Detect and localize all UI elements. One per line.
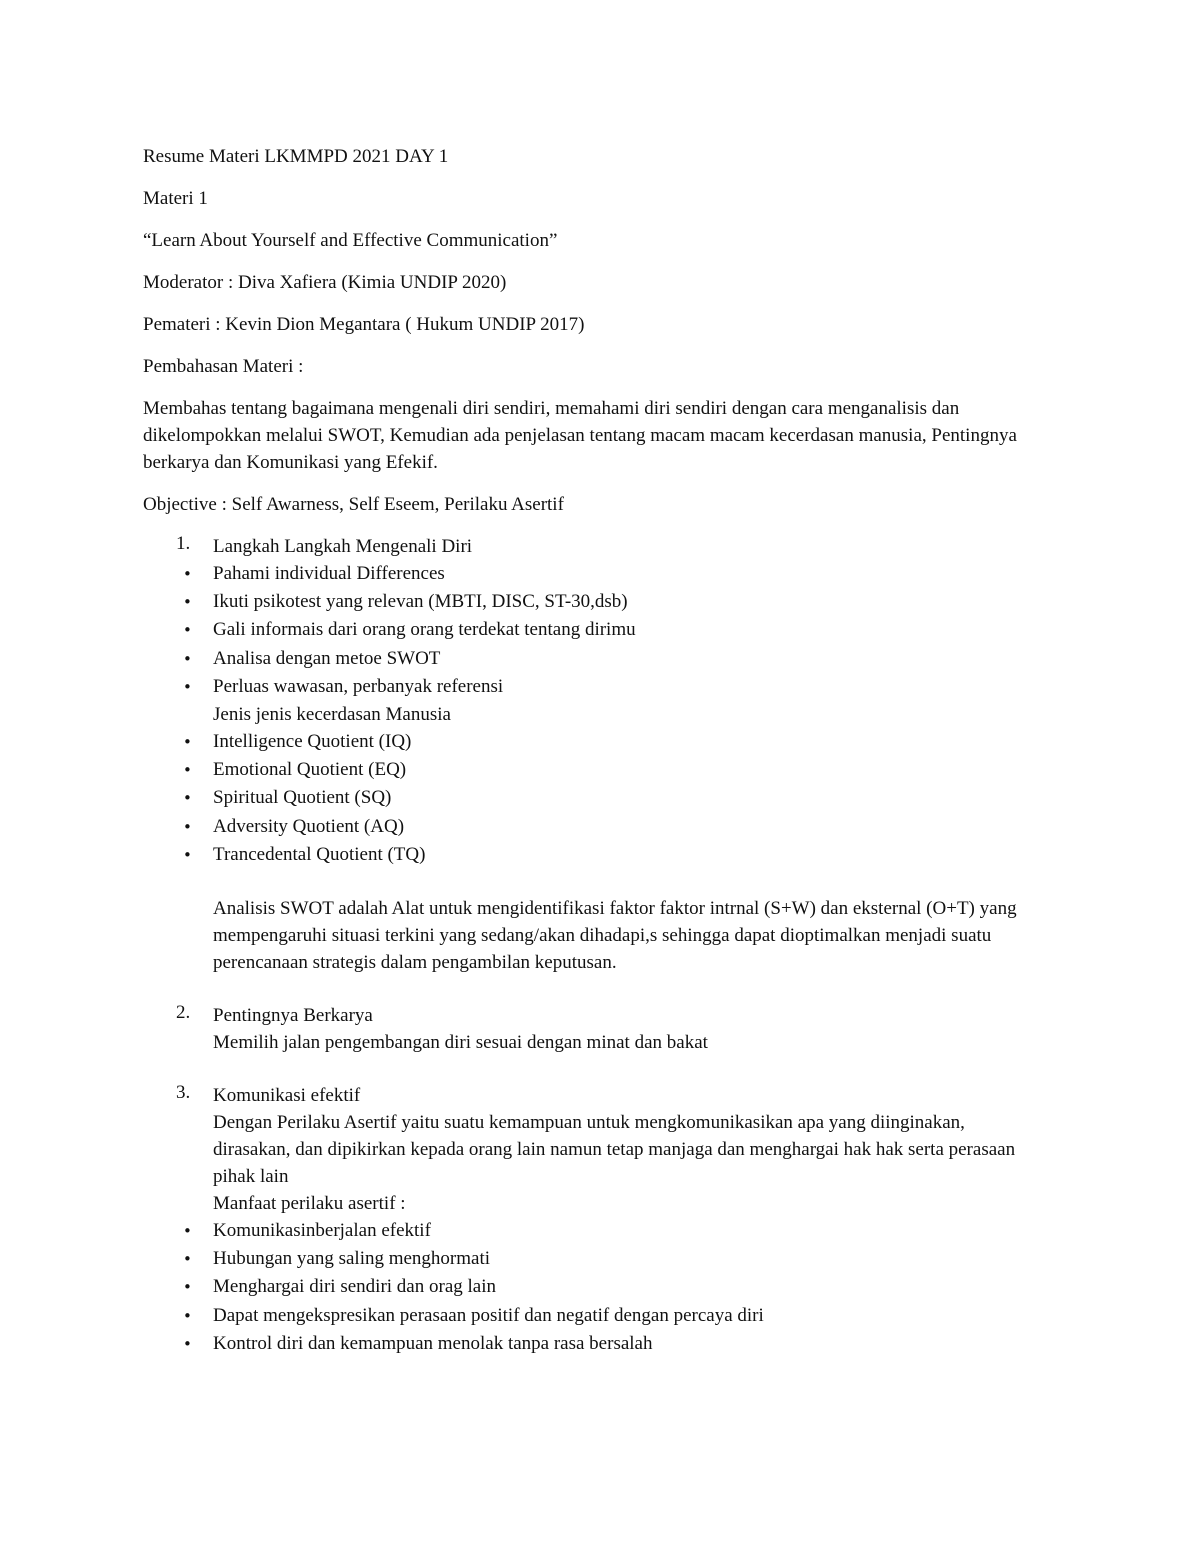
list-item: • Intelligence Quotient (IQ) <box>213 728 1043 756</box>
section-number: 1. <box>176 533 191 554</box>
section-number: 3. <box>176 1082 191 1104</box>
list-item: • Komunikasinberjalan efektif <box>213 1217 1043 1245</box>
objective-line: Objective : Self Awarness, Self Eseem, Perilaku Asertif <box>143 494 564 515</box>
section-heading: Pentingnya Berkarya <box>213 1005 373 1027</box>
pemateri-line: Pemateri : Kevin Dion Megantara ( Hukum UNDIP 2017) <box>143 314 585 335</box>
list-item: • Kontrol diri dan kemampuan menolak tanpa rasa bersalah <box>213 1330 1043 1358</box>
list-item: • Pahami individual Differences <box>213 560 1043 588</box>
bullet-icon: • <box>183 761 192 780</box>
pembahasan-text: Membahas tentang bagaimana mengenali diri sendiri, memahami diri sendiri dengan cara menganalisis dan dikelompokkan melalui SWOT, Kemudian ada penjelasan tentang macam macam kecerdasan manusia, Pentingnya berkarya dan Komunikasi yang Efekif. <box>143 398 1017 473</box>
swot-text: Analisis SWOT adalah Alat untuk mengidentifikasi faktor faktor intrnal (S+W) dan eksternal (O+T) yang mempengaruhi situasi terkini yang sedang/akan dihadapi,s sehingga dapat dioptimalkan menjadi suatu perencanaan strategis dalam pengambilan keputusan. <box>213 898 1017 974</box>
document-page <box>143 143 1043 1358</box>
list-item: • Adversity Quotient (AQ) <box>213 813 1043 841</box>
list-item: • Perluas wawasan, perbanyak referensi <box>213 673 1043 701</box>
bullet-list <box>143 728 1043 869</box>
moderator-line: Moderator : Diva Xafiera (Kimia UNDIP 2020) <box>143 272 507 293</box>
subsection-heading: Jenis jenis kecerdasan Manusia <box>213 704 451 726</box>
list-item: • Trancedental Quotient (TQ) <box>213 841 1043 869</box>
pembahasan-label: Pembahasan Materi : <box>143 356 304 377</box>
section-heading: Komunikasi efektif <box>213 1085 361 1107</box>
list-item: • Analisa dengan metoe SWOT <box>213 645 1043 673</box>
bullet-icon: • <box>183 845 192 864</box>
section-2 <box>176 1002 1043 1056</box>
subsection-heading: Manfaat perilaku asertif : <box>213 1193 406 1215</box>
topic-title: “Learn About Yourself and Effective Communication” <box>143 230 558 251</box>
list-item: • Hubungan yang saling menghormati <box>213 1245 1043 1273</box>
bullet-icon: • <box>183 1334 192 1353</box>
bullet-icon: • <box>183 1278 192 1297</box>
bullet-list <box>143 560 1043 701</box>
list-item: • Ikuti psikotest yang relevan (MBTI, DISC, ST-30,dsb) <box>213 588 1043 616</box>
bullet-icon: • <box>183 621 192 640</box>
section-text: Memilih jalan pengembangan diri sesuai dengan minat dan bakat <box>213 1032 708 1054</box>
list-item: • Spiritual Quotient (SQ) <box>213 784 1043 812</box>
bullet-icon: • <box>183 649 192 668</box>
list-item: • Dapat mengekspresikan perasaan positif dan negatif dengan percaya diri <box>213 1302 1043 1330</box>
list-item: • Gali informais dari orang orang terdekat tentang dirimu <box>213 616 1043 644</box>
bullet-icon: • <box>183 789 192 808</box>
bullet-icon: • <box>183 593 192 612</box>
section-heading: Langkah Langkah Mengenali Diri <box>213 536 473 557</box>
list-item: • Menghargai diri sendiri dan orag lain <box>213 1273 1043 1301</box>
section-3 <box>176 1082 1043 1217</box>
bullet-icon: • <box>183 733 192 752</box>
bullet-icon: • <box>183 565 192 583</box>
bullet-icon: • <box>183 677 192 696</box>
bullet-icon: • <box>183 1250 192 1269</box>
materi-label: Materi 1 <box>143 188 208 209</box>
bullet-icon: • <box>183 817 192 836</box>
document-title: Resume Materi LKMMPD 2021 DAY 1 <box>143 146 449 167</box>
list-item: • Emotional Quotient (EQ) <box>213 756 1043 784</box>
swot-paragraph <box>213 895 1043 976</box>
bullet-icon: • <box>183 1222 192 1241</box>
bullet-icon: • <box>183 1306 192 1325</box>
section-text: Dengan Perilaku Asertif yaitu suatu kemampuan untuk mengkomunikasikan apa yang diinginakan, dirasakan, dan dipikirkan kepada orang lain namun tetap manjaga dan menghargai hak hak serta perasaan pihak lain <box>213 1112 1016 1188</box>
bullet-list <box>143 1217 1043 1358</box>
subsection <box>213 701 1043 728</box>
section-1 <box>176 533 1043 560</box>
section-number: 2. <box>176 1002 191 1024</box>
